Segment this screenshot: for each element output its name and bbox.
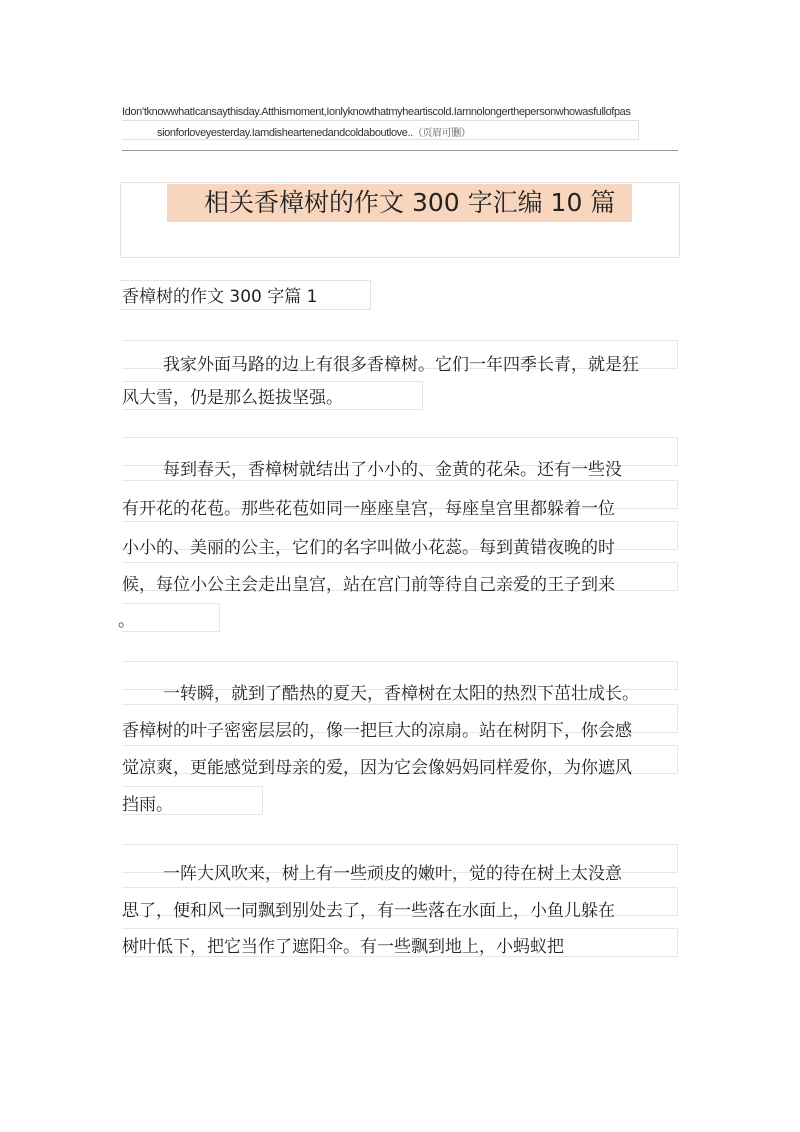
section-title: 香樟树的作文 300 字篇 1	[122, 287, 318, 307]
paragraph-2-line-5: 。	[118, 611, 135, 631]
paragraph-4-line-3: 树叶低下，把它当作了遮阳伞。有一些飘到地上，小蚂蚁把	[122, 937, 564, 957]
header-rule	[122, 150, 678, 151]
paragraph-3-line-1: 一转瞬，就到了酷热的夏天，香樟树在太阳的热烈下茁壮成长。	[163, 684, 639, 704]
paragraph-2-line-1: 每到春天，香樟树就结出了小小的、金黄的花朵。还有一些没	[163, 460, 622, 480]
paragraph-1-line-2: 风大雪，仍是那么挺拔坚强。	[122, 388, 343, 408]
paragraph-3-line-3: 觉凉爽，更能感觉到母亲的爱，因为它会像妈妈同样爱你，为你遮风	[122, 758, 632, 778]
paragraph-3-line-2: 香樟树的叶子密密层层的，像一把巨大的凉扇。站在树阴下，你会感	[122, 721, 632, 741]
paragraph-2-line-3: 小小的、美丽的公主，它们的名字叫做小花蕊。每到黄错夜晚的时	[122, 538, 615, 558]
header-frame	[122, 120, 639, 140]
line-frame	[122, 603, 220, 632]
document-title: 相关香樟树的作文 300 字汇编 10 篇	[204, 188, 616, 217]
paragraph-4-line-1: 一阵大风吹来，树上有一些顽皮的嫩叶，觉的待在树上太没意	[163, 864, 622, 884]
paragraph-4-line-2: 思了，便和风一同飘到别处去了，有一些落在水面上，小鱼儿躲在	[122, 901, 615, 921]
header-text-line-1: Idon’tknowwhatIcansaythisday.Atthismoment,Ionlyknowthatmyheartiscold.Iamnolongerthepersonwhowasfullofpas	[122, 106, 631, 118]
paragraph-1-line-1: 我家外面马路的边上有很多香樟树。它们一年四季长青，就是狂	[163, 355, 639, 375]
paragraph-2-line-4: 候，每位小公主会走出皇宫，站在宫门前等待自己亲爱的王子到来	[122, 575, 615, 595]
paragraph-3-line-4: 挡雨。	[122, 795, 173, 815]
header-removable-note: （页眉可删）	[412, 128, 471, 139]
paragraph-2-line-2: 有开花的花苞。那些花苞如同一座座皇宫，每座皇宫里都躲着一位	[122, 499, 615, 519]
header-text-line-2-body: sionforloveyesterday.Iamdisheartenedandcoldaboutlove..	[157, 127, 413, 139]
